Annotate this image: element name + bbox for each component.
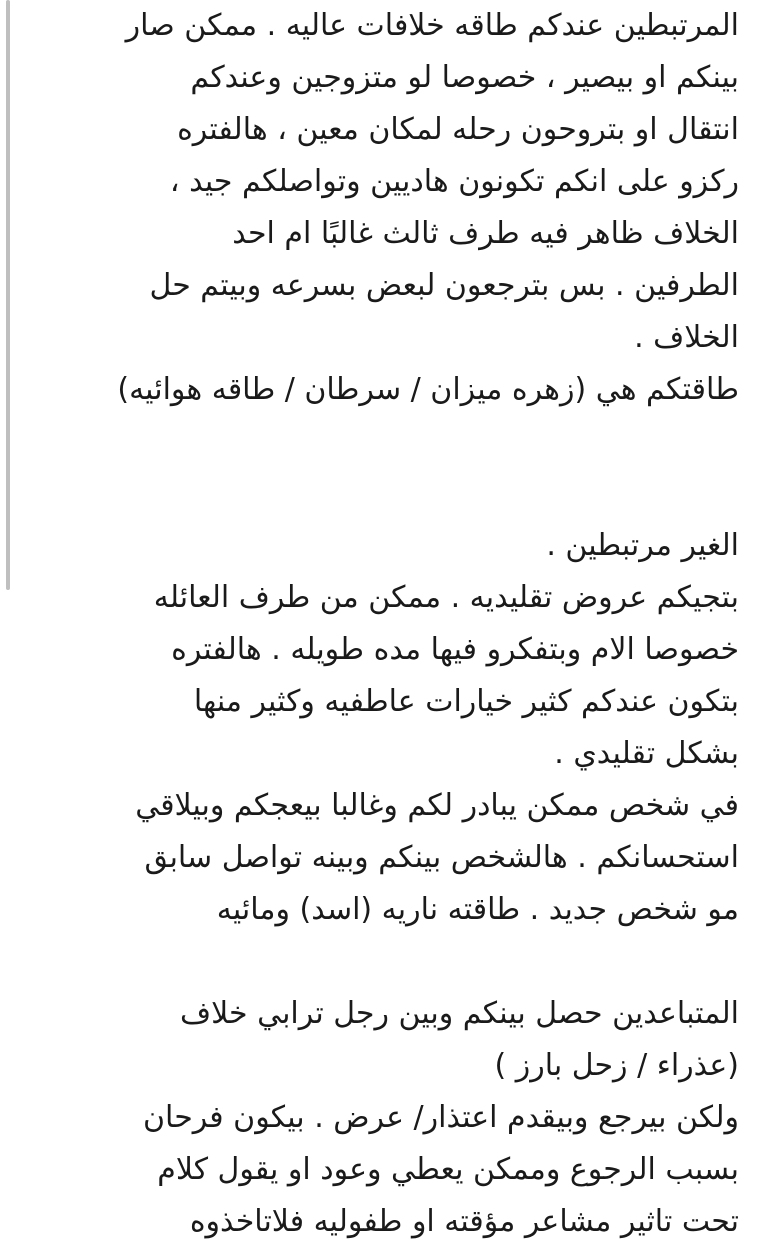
text-line: المرتبطين عندكم طاقه خلافات عاليه . ممكن صار — [125, 8, 739, 43]
note-text — [40, 0, 739, 1248]
text-line: خصوصا الام وبتفكرو فيها مده طويله . هالفتره — [171, 632, 739, 667]
text-line: (عذراء / زحل بارز ) — [494, 1048, 739, 1083]
blank-line — [40, 936, 739, 988]
text-line: مو شخص جديد . طاقته ناريه (اسد) ومائيه — [216, 892, 739, 927]
paragraph-single — [40, 520, 739, 936]
text-line: بتكون عندكم كثير خيارات عاطفيه وكثير منها — [193, 684, 739, 719]
text-line: ركزو على انكم تكونون هاديين وتواصلكم جيد ، — [169, 164, 739, 199]
text-line: المتباعدين حصل بينكم وبين رجل ترابي خلاف — [180, 996, 739, 1031]
text-line: ولكن بيرجع وبيقدم اعتذار/ عرض . بيكون فرحان — [143, 1100, 739, 1135]
text-line: استحسانكم . هالشخص بينكم وبينه تواصل سابق — [144, 840, 739, 875]
paragraph-married — [40, 0, 739, 416]
blank-line — [40, 468, 739, 520]
paragraph-separated — [40, 988, 739, 1248]
blank-line — [40, 416, 739, 468]
scroll-indicator[interactable] — [6, 0, 10, 590]
text-line: في شخص ممكن يبادر لكم وغالبا بيعجكم وبيلاقي — [135, 788, 739, 823]
text-line: الخلاف ظاهر فيه طرف ثالث غالبًا ام احد — [232, 216, 739, 251]
text-line: بينكم او بيصير ، خصوصا لو متزوجين وعندكم — [190, 60, 739, 95]
text-line: تحت تاثير مشاعر مؤقته او طفوليه فلاتاخذوه — [189, 1204, 739, 1239]
text-line: بسبب الرجوع وممكن يعطي وعود او يقول كلام — [157, 1152, 739, 1187]
text-line: انتقال او بتروحون رحله لمكان معين ، هالفتره — [177, 112, 739, 147]
text-line: طاقتكم هي (زهره ميزان / سرطان / طاقه هوائيه) — [117, 372, 739, 407]
text-line: الخلاف . — [634, 320, 739, 355]
text-line: الطرفين . بس بترجعون لبعض بسرعه وبيتم حل — [149, 268, 739, 303]
text-line: بتجيكم عروض تقليديه . ممكن من طرف العائله — [153, 580, 739, 615]
text-line: بشكل تقليدي . — [554, 736, 739, 771]
text-line: الغير مرتبطين . — [546, 528, 739, 563]
